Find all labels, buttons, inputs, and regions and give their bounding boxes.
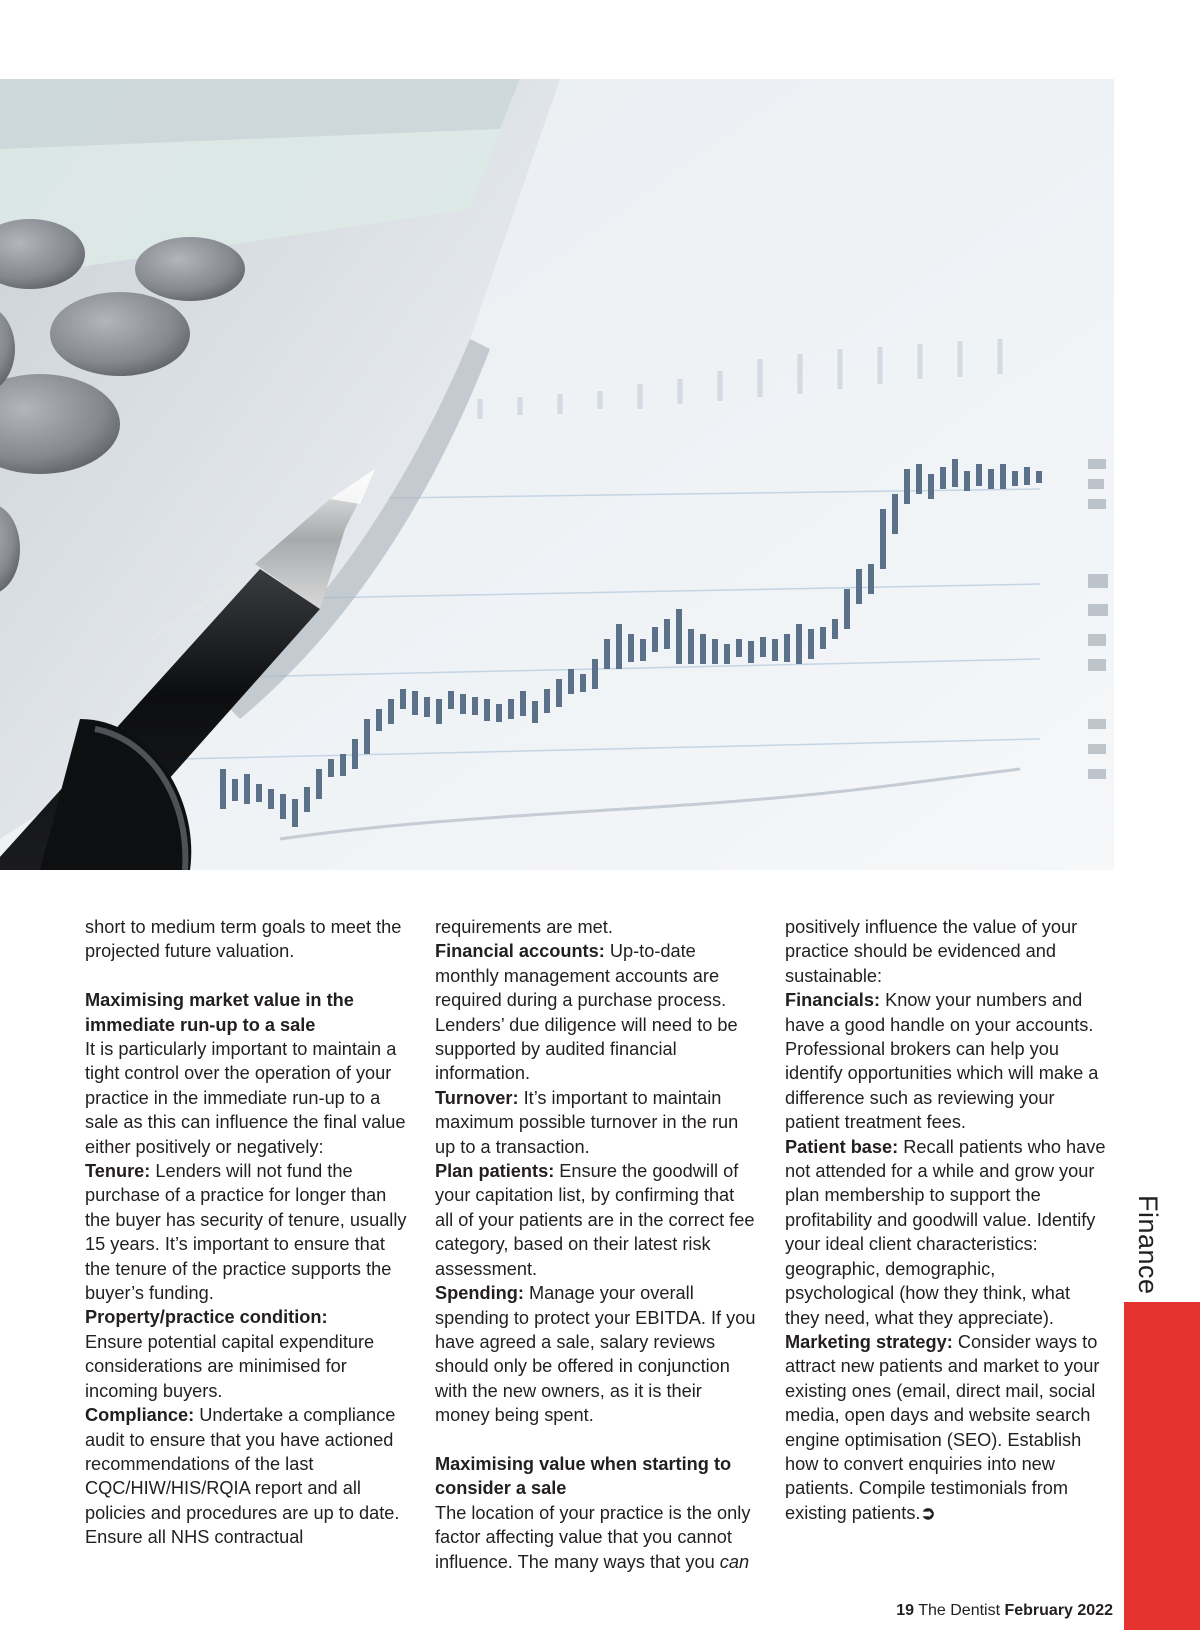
section-heading: Maximising value when starting to consider a sale — [435, 1453, 732, 1499]
term-text: Up-to-date monthly management accounts are required during a purchase process. Lenders’ due diligence will need to be supported by audited financial information. — [435, 941, 738, 1084]
article-column-2 — [435, 915, 757, 1574]
term-text: Lenders will not fund the purchase of a practice for longer than the buyer has security of tenure, usually 15 years. It’s important to ensure that the tenure of the practice supports the buyer’s funding. — [85, 1161, 407, 1304]
paragraph-patient-base — [785, 1135, 1107, 1330]
paragraph-tenure — [85, 1159, 407, 1305]
term-label: Patient base: — [785, 1136, 899, 1157]
term-label: Tenure: — [85, 1161, 151, 1182]
page-number: 19 — [896, 1602, 915, 1619]
stock-chart-illustration — [0, 79, 1114, 870]
hero-photo — [0, 79, 1114, 870]
term-text: Manage your overall spending to protect your EBITDA. If you have agreed a sale, salary reviews should only be offered in conjunction with the new owners, as it is their money being spent. — [435, 1283, 756, 1426]
term-text: Know your numbers and have a good handle on your accounts. Professional brokers can help you identify opportunities which will make a difference such as reviewing your patient treatment fees. — [785, 990, 1099, 1133]
paragraph-plan-patients — [435, 1159, 757, 1281]
publication-name: The Dentist — [918, 1602, 1001, 1619]
term-text: Recall patients who have not attended for a while and grow your plan membership to support the profitability and goodwill value. Identify your ideal client characteristics: geographic, demographic, psychological (how they think, what they need, what they appreciate). — [785, 1136, 1106, 1328]
section-tab-label: Finance — [1133, 1195, 1163, 1295]
paragraph-compliance — [85, 1403, 407, 1549]
term-label: Plan patients: — [435, 1161, 555, 1182]
paragraph-financials — [785, 988, 1107, 1134]
paragraph: It is particularly important to maintain a tight control over the operation of your practice in the immediate run-up to a sale as this can influence the final value either positively or negatively: — [85, 1039, 406, 1157]
term-text: Undertake a compliance audit to ensure that you have actioned recommendations of the last CQC/HIW/HIS/RQIA report and all policies and procedures are up to date. Ensure all NHS contractual — [85, 1405, 400, 1548]
term-label: Spending: — [435, 1283, 524, 1304]
paragraph — [435, 1501, 757, 1574]
emphasis-text: can — [719, 1551, 750, 1572]
paragraph-financial-accounts — [435, 939, 757, 1085]
paragraph-marketing — [785, 1330, 1107, 1525]
term-label: Financial accounts: — [435, 941, 605, 962]
article-column-1 — [85, 915, 407, 1550]
continue-arrow-icon: ➲ — [920, 1502, 936, 1523]
section-heading: Maximising market value in the immediate run-up to a sale — [85, 990, 354, 1035]
term-text: Consider ways to attract new patients and market to your existing ones (email, direct mail, social media, open days and website search engine optimisation (SEO). Establish how to convert enquiries into new patients. Compile testimonials from existing patients. — [785, 1331, 1100, 1523]
paragraph: short to medium term goals to meet the projected future valuation. — [85, 917, 402, 962]
term-label: Turnover: — [435, 1087, 519, 1108]
paragraph-spending — [435, 1281, 757, 1427]
paragraph-turnover — [435, 1086, 757, 1159]
article-column-3 — [785, 915, 1107, 1525]
term-text: Ensure potential capital expenditure considerations are minimised for incoming buyers. — [85, 1331, 375, 1401]
term-text: Ensure the goodwill of your capitation list, by confirming that all of your patients are in the correct fee category, based on their latest risk assessment. — [435, 1161, 755, 1279]
paragraph: requirements are met. — [435, 917, 613, 937]
term-label: Property/practice condition: — [85, 1307, 328, 1328]
page-footer — [896, 1602, 1113, 1620]
term-label: Financials: — [785, 990, 881, 1011]
term-text: It’s important to maintain maximum possible turnover in the run up to a transaction. — [435, 1087, 739, 1157]
term-label: Marketing strategy: — [785, 1331, 953, 1352]
paragraph: positively influence the value of your practice should be evidenced and sustainable: — [785, 917, 1078, 986]
term-label: Compliance: — [85, 1405, 195, 1426]
paragraph-text: The location of your practice is the only factor affecting value that you cannot influence. The many ways that you — [435, 1502, 751, 1572]
issue-date: February 2022 — [1004, 1602, 1113, 1619]
section-tab-bar — [1124, 1302, 1200, 1630]
